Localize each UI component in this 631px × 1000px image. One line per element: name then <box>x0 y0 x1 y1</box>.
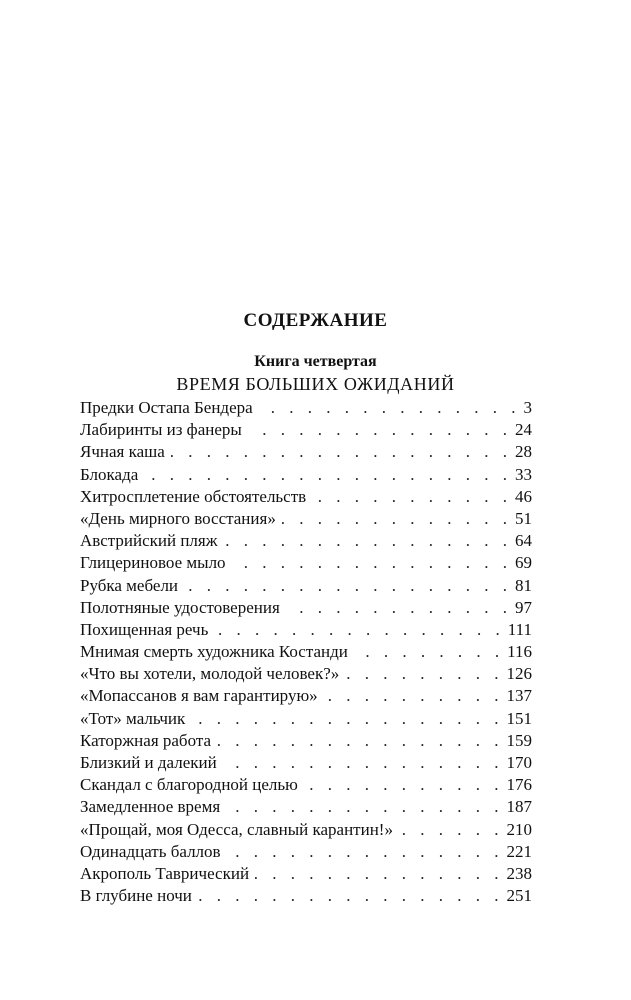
table-of-contents <box>80 397 532 907</box>
toc-entry <box>80 685 532 707</box>
toc-entry-title: «День мирного восстания» <box>80 508 276 528</box>
toc-dot-leader <box>144 464 512 486</box>
toc-dot-leader <box>304 774 504 796</box>
toc-entry-title: Предки Остапа Бендера <box>80 398 253 417</box>
toc-dot-leader <box>223 752 504 774</box>
toc-dot-leader <box>399 819 504 841</box>
toc-entry <box>80 796 532 818</box>
toc-entry-page: 3 <box>523 398 532 417</box>
toc-entry-page: 28 <box>515 442 532 462</box>
toc-entry-page: 111 <box>507 619 532 639</box>
toc-entry <box>80 641 532 663</box>
toc-entry <box>80 597 532 619</box>
toc-dot-leader <box>227 841 504 863</box>
toc-entry <box>80 464 532 486</box>
toc-entry <box>80 774 532 796</box>
toc-entry-title: «Прощай, моя Одесса, славный карантин!» <box>80 819 393 839</box>
toc-dot-leader <box>255 863 503 885</box>
toc-dot-leader <box>324 685 504 707</box>
toc-entry-page: 221 <box>506 841 532 861</box>
contents-heading: СОДЕРЖАНИЕ <box>243 310 388 331</box>
toc-entry-title: Близкий и далекий <box>80 753 217 772</box>
toc-entry-title: Рубка мебели <box>80 575 179 595</box>
toc-dot-leader <box>259 397 521 419</box>
toc-entry-title: Полотняные удостоверения <box>80 597 280 617</box>
toc-entry-page: 176 <box>506 775 532 795</box>
toc-dot-leader <box>232 552 512 574</box>
toc-entry <box>80 419 532 441</box>
toc-entry-page: 251 <box>506 886 532 906</box>
toc-entry-page: 69 <box>515 553 532 573</box>
toc-dot-leader <box>226 796 503 818</box>
toc-entry <box>80 663 532 685</box>
toc-entry-page: 238 <box>506 863 532 883</box>
toc-entry-page: 210 <box>506 819 532 839</box>
toc-entry-title: Ячная каша <box>80 442 165 462</box>
toc-entry-title: Скандал с благородной целью <box>80 775 298 795</box>
toc-entry-page: 170 <box>506 753 532 772</box>
toc-entry-title: «Мопассанов я вам гарантирую» <box>80 686 318 706</box>
toc-dot-leader <box>198 885 504 907</box>
toc-entry <box>80 841 532 863</box>
toc-entry-page: 24 <box>515 420 532 440</box>
toc-entry <box>80 730 532 752</box>
toc-entry <box>80 486 532 508</box>
toc-dot-leader <box>217 730 503 752</box>
toc-entry <box>80 441 532 463</box>
toc-entry <box>80 752 532 774</box>
toc-entry <box>80 397 532 419</box>
toc-dot-leader <box>214 619 504 641</box>
toc-entry <box>80 819 532 841</box>
toc-entry <box>80 508 532 530</box>
toc-entry <box>80 885 532 907</box>
toc-dot-leader <box>345 663 503 685</box>
toc-entry-page: 159 <box>506 730 532 750</box>
toc-entry-title: Глицериновое мыло <box>80 553 226 573</box>
toc-dot-leader <box>286 597 512 619</box>
toc-entry <box>80 863 532 885</box>
toc-entry-page: 33 <box>515 464 532 484</box>
toc-entry-title: Акрополь Таврический <box>80 863 250 883</box>
toc-entry-page: 151 <box>506 708 532 728</box>
toc-dot-leader <box>354 641 504 663</box>
toc-entry-page: 97 <box>515 597 532 617</box>
toc-entry-title: Одинадцать баллов <box>80 841 221 861</box>
toc-entry-page: 187 <box>506 797 532 817</box>
toc-entry-page: 64 <box>515 531 532 551</box>
toc-entry <box>80 619 532 641</box>
toc-entry-title: Мнимая смерть художника Костанди <box>80 642 348 662</box>
toc-entry <box>80 552 532 574</box>
toc-entry <box>80 530 532 552</box>
toc-entry-title: Замедленное время <box>80 797 221 817</box>
toc-entry-title: Похищенная речь <box>80 619 209 639</box>
toc-entry-title: Лабиринты из фанеры <box>80 420 242 440</box>
toc-dot-leader <box>184 575 512 597</box>
toc-entry-page: 46 <box>515 486 532 506</box>
toc-entry-page: 81 <box>515 575 532 595</box>
toc-entry-title: «Тот» мальчик <box>80 708 186 728</box>
toc-entry-page: 137 <box>506 686 532 706</box>
toc-dot-leader <box>248 419 512 441</box>
toc-entry-page: 51 <box>515 508 532 528</box>
toc-entry-page: 126 <box>506 664 532 684</box>
toc-dot-leader <box>223 530 512 552</box>
toc-entry-title: В глубине ночи <box>80 886 192 906</box>
toc-dot-leader <box>282 508 512 530</box>
toc-dot-leader <box>312 486 512 508</box>
toc-entry-title: Каторжная работа <box>80 730 212 750</box>
toc-dot-leader <box>191 708 503 730</box>
toc-entry-title: «Что вы хотели, молодой человек?» <box>80 664 340 684</box>
toc-entry-title: Австрийский пляж <box>80 531 218 551</box>
toc-dot-leader <box>171 441 512 463</box>
toc-entry-page: 116 <box>507 642 532 662</box>
toc-entry-title: Хитросплетение обстоятельств <box>80 486 307 506</box>
toc-entry <box>80 575 532 597</box>
book-title: ВРЕМЯ БОЛЬШИХ ОЖИДАНИЙ <box>176 374 455 394</box>
toc-entry <box>80 708 532 730</box>
book-label: Книга четвертая <box>254 353 377 370</box>
toc-entry-title: Блокада <box>80 464 139 484</box>
